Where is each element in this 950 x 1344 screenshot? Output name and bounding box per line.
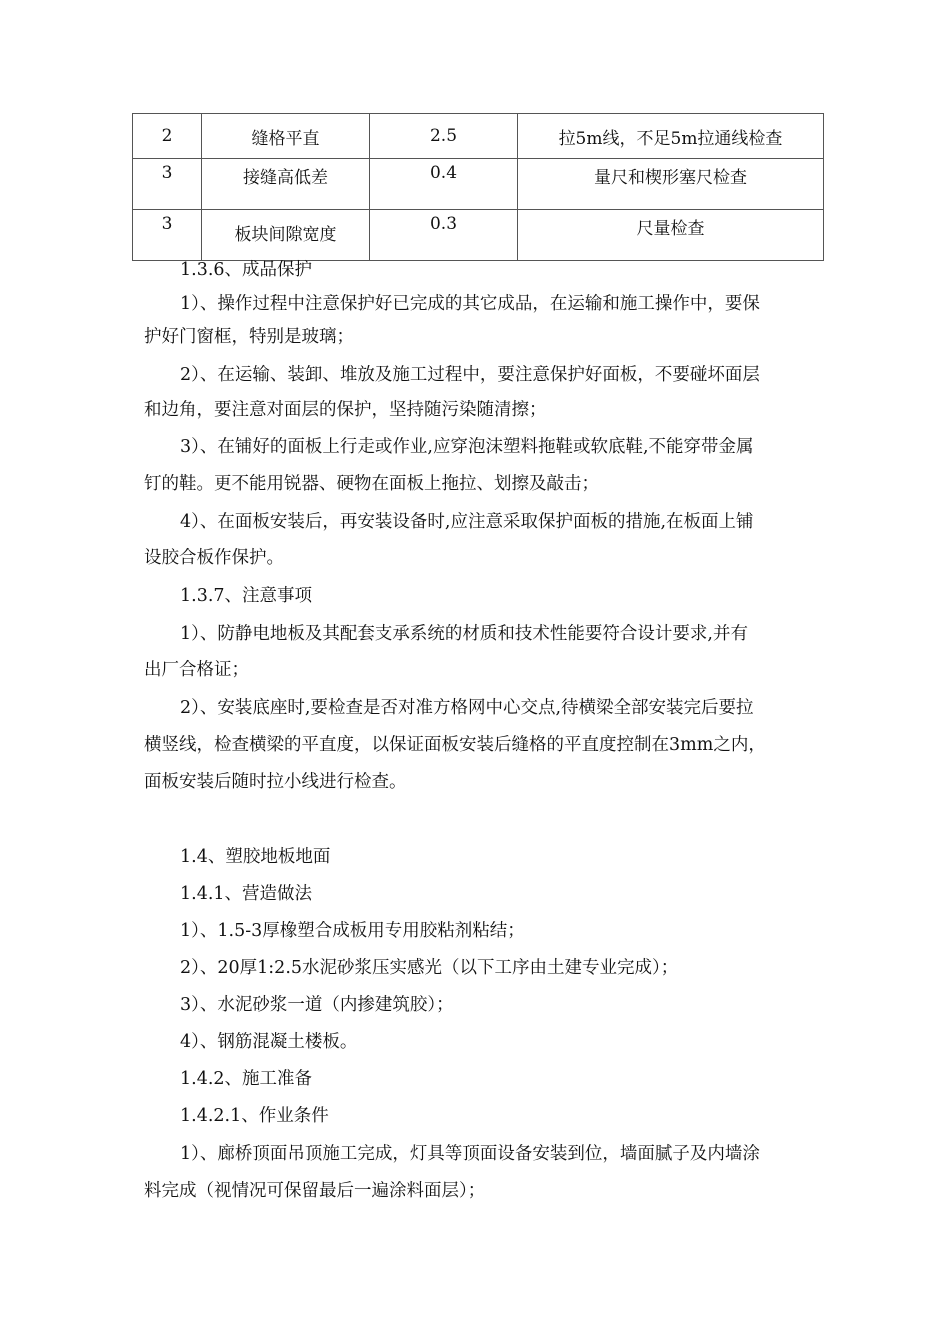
paragraph-line: 1）、操作过程中注意保护好已完成的其它成品，在运输和施工操作中，要保	[180, 294, 760, 314]
paragraph-line: 和边角，要注意对面层的保护，坚持随污染随清擦；	[144, 400, 547, 420]
paragraph-line: 3）、在铺好的面板上行走或作业,应穿泡沫塑料拖鞋或软底鞋,不能穿带金属	[180, 437, 754, 457]
paragraph-line: 4）、钢筋混凝土楼板。	[180, 1032, 358, 1052]
paragraph-line: 钉的鞋。更不能用锐器、硬物在面板上拖拉、划擦及敲击；	[144, 474, 599, 494]
paragraph-line: 2）、在运输、装卸、堆放及施工过程中，要注意保护好面板，不要碰坏面层	[180, 365, 760, 385]
row-number: 3	[133, 159, 202, 210]
paragraph-line: 1）、1.5-3厚橡塑合成板用专用胶粘剂粘结；	[180, 921, 525, 941]
row-method: 量尺和楔形塞尺检查	[518, 159, 824, 210]
paragraph-line: 面板安装后随时拉小线进行检查。	[144, 772, 407, 792]
row-method: 尺量检查	[518, 210, 824, 261]
table-row	[133, 114, 824, 159]
paragraph-line: 2）、安装底座时,要检查是否对准方格网中心交点,待横梁全部安装完后要拉	[180, 698, 754, 718]
tolerance-table	[132, 113, 824, 261]
row-item: 缝格平直	[202, 114, 370, 159]
row-value: 0.3	[370, 210, 518, 261]
paragraph-line: 设胶合板作保护。	[144, 548, 284, 568]
paragraph-line: 1）、廊桥顶面吊顶施工完成，灯具等顶面设备安装到位，墙面腻子及内墙涂	[180, 1144, 760, 1164]
row-number: 2	[133, 114, 202, 159]
table-row	[133, 210, 824, 261]
paragraph-line: 护好门窗框，特别是玻璃；	[144, 327, 354, 347]
row-item: 接缝高低差	[202, 159, 370, 210]
paragraph-line: 3）、水泥砂浆一道（内掺建筑胶）；	[180, 995, 454, 1015]
section-heading: 1.4、塑胶地板地面	[180, 847, 331, 867]
paragraph-line: 1）、防静电地板及其配套支承系统的材质和技术性能要符合设计要求,并有	[180, 624, 748, 644]
paragraph-line: 2）、20厚1:2.5水泥砂浆压实感光（以下工序由土建专业完成）；	[180, 958, 679, 978]
section-heading: 1.3.6、成品保护	[180, 260, 313, 280]
paragraph-line: 横竖线，检查横梁的平直度，以保证面板安装后缝格的平直度控制在3mm之内，	[144, 735, 766, 755]
row-item: 板块间隙宽度	[202, 210, 370, 261]
section-heading: 1.4.2.1、作业条件	[180, 1106, 329, 1126]
row-method: 拉5m线，不足5m拉通线检查	[518, 114, 824, 159]
row-number: 3	[133, 210, 202, 261]
paragraph-line: 出厂合格证；	[144, 660, 249, 680]
row-value: 2.5	[370, 114, 518, 159]
paragraph-line: 料完成（视情况可保留最后一遍涂料面层）；	[144, 1181, 486, 1201]
row-value: 0.4	[370, 159, 518, 210]
section-heading: 1.4.1、营造做法	[180, 884, 313, 904]
table-row	[133, 159, 824, 210]
section-heading: 1.3.7、注意事项	[180, 586, 313, 606]
paragraph-line: 4）、在面板安装后，再安装设备时,应注意采取保护面板的措施,在板面上铺	[180, 512, 754, 532]
section-heading: 1.4.2、施工准备	[180, 1069, 313, 1089]
